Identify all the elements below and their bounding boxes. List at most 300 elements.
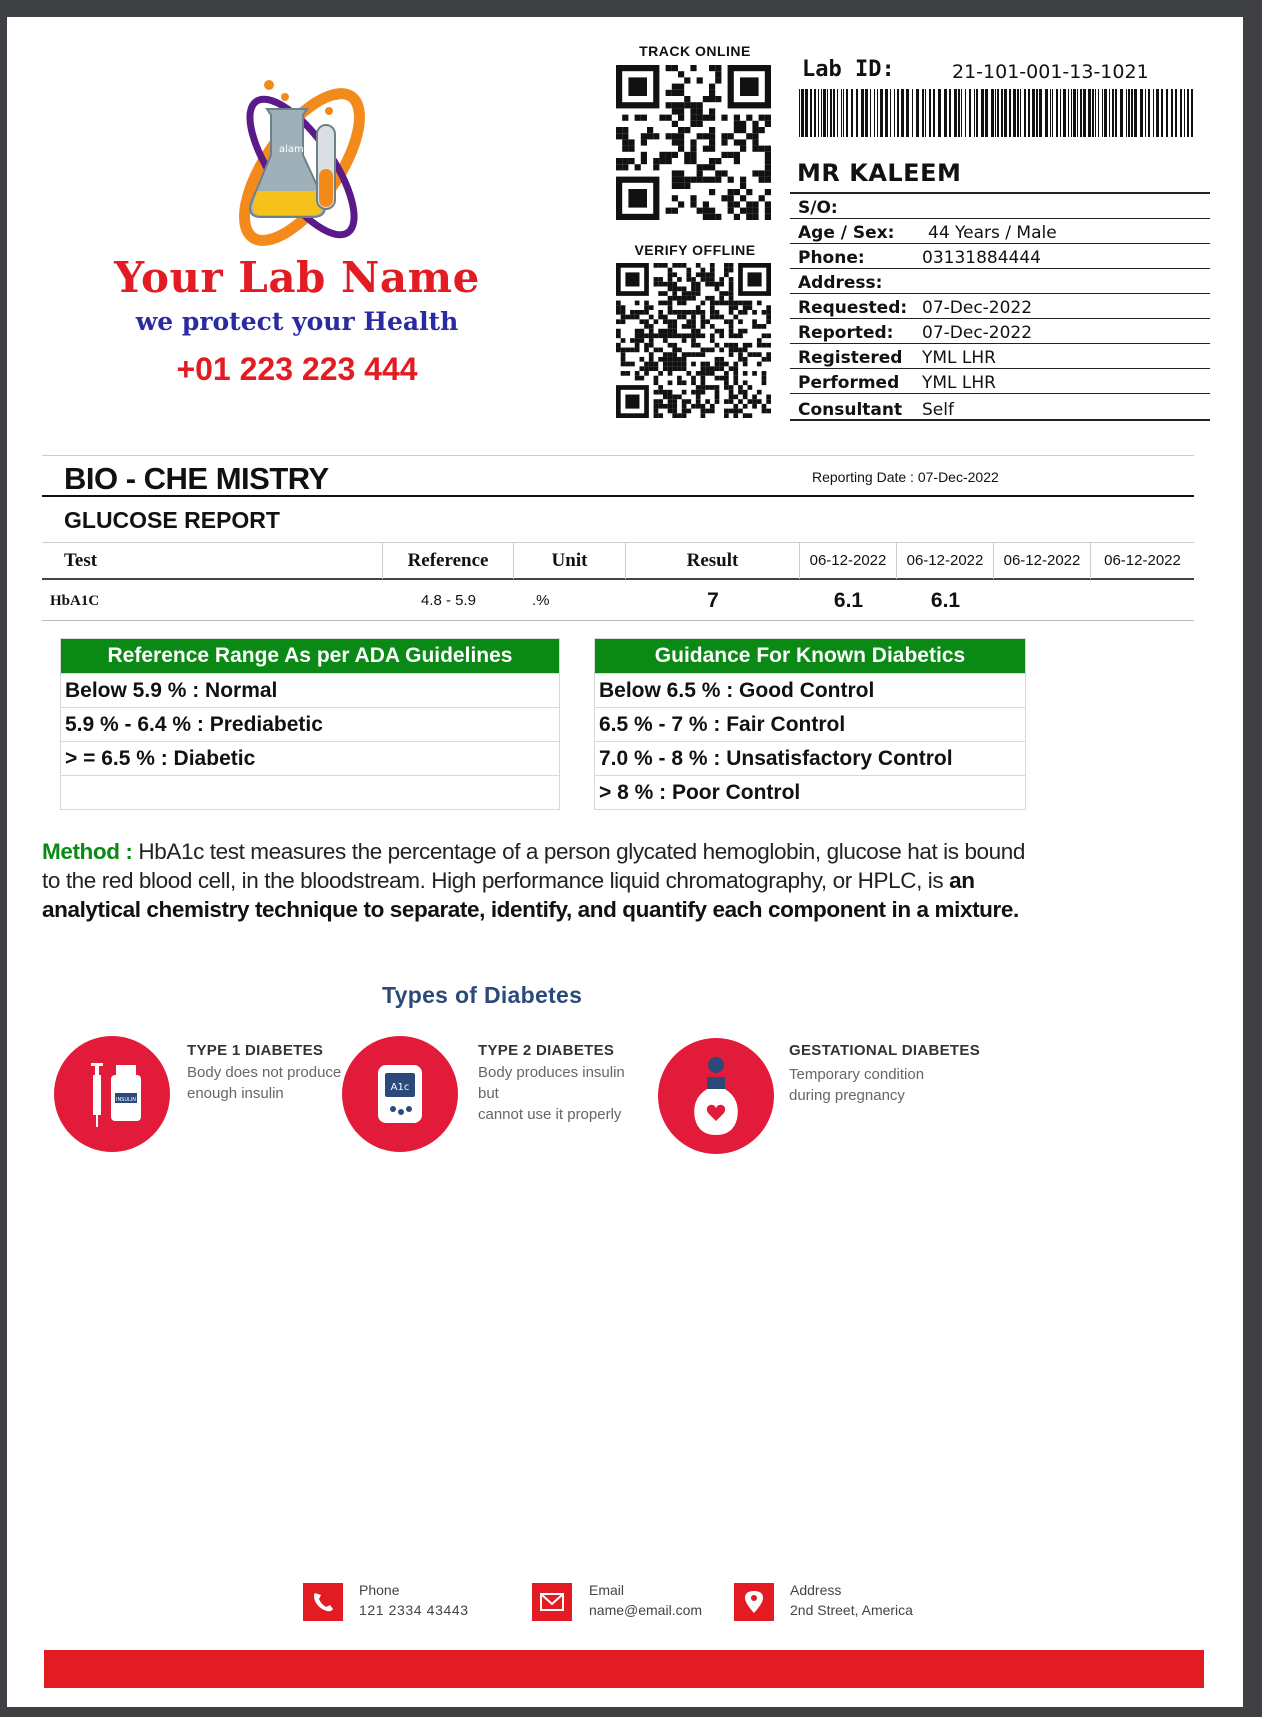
qr-module bbox=[672, 296, 677, 301]
qr-module bbox=[672, 324, 677, 329]
qr-module bbox=[697, 208, 703, 214]
qr-module bbox=[710, 371, 715, 376]
known-diabetics-table bbox=[594, 638, 1026, 810]
qr-module bbox=[740, 208, 746, 214]
qr-module bbox=[697, 170, 703, 176]
qr-module bbox=[715, 399, 720, 404]
barcode-bar bbox=[981, 89, 984, 137]
qr-module bbox=[701, 376, 706, 381]
qr-module bbox=[691, 310, 696, 315]
qr-module bbox=[709, 108, 715, 114]
qr-module bbox=[682, 352, 687, 357]
results-table-header bbox=[42, 542, 1194, 580]
qr-module bbox=[668, 404, 673, 409]
qr-module bbox=[658, 399, 663, 404]
qr-module bbox=[677, 333, 682, 338]
qr-module bbox=[738, 399, 743, 404]
qr-module bbox=[628, 77, 647, 96]
barcode-bar bbox=[856, 89, 858, 137]
barcode-bar bbox=[933, 89, 935, 137]
qr-module bbox=[705, 272, 710, 277]
barcode-bar bbox=[821, 89, 822, 137]
qr-module bbox=[630, 338, 635, 343]
qr-module bbox=[649, 305, 654, 310]
qr-module bbox=[738, 352, 743, 357]
qr-module bbox=[616, 343, 621, 348]
qr-module bbox=[678, 183, 684, 189]
qr-module bbox=[748, 301, 753, 306]
qr-module bbox=[672, 152, 678, 158]
qr-module bbox=[625, 371, 630, 376]
qr-module bbox=[734, 201, 740, 207]
glucometer-icon bbox=[341, 1035, 459, 1153]
qr-module bbox=[621, 310, 626, 315]
qr-module bbox=[678, 127, 684, 133]
qr-module bbox=[762, 376, 767, 381]
qr-module bbox=[635, 315, 640, 320]
qr-module bbox=[738, 409, 743, 414]
verify-offline-qr-code[interactable] bbox=[616, 263, 771, 418]
col-history-date: 06-12-2022 bbox=[800, 543, 897, 579]
info-row-reported bbox=[790, 320, 1210, 344]
info-row-registered bbox=[790, 345, 1210, 369]
qr-module bbox=[705, 296, 710, 301]
barcode-bar bbox=[1166, 89, 1168, 137]
qr-module bbox=[709, 127, 715, 133]
qr-module bbox=[672, 139, 678, 145]
barcode-bar bbox=[1077, 89, 1078, 137]
qr-module bbox=[677, 366, 682, 371]
qr-module bbox=[621, 362, 626, 367]
barcode-bar bbox=[1153, 89, 1154, 137]
qr-module bbox=[701, 352, 706, 357]
barcode-bar bbox=[1073, 89, 1076, 137]
info-value: 44 Years / Male bbox=[928, 223, 1057, 243]
barcode-bar bbox=[880, 89, 883, 137]
info-value: YML LHR bbox=[922, 348, 996, 368]
qr-module bbox=[705, 399, 710, 404]
qr-module bbox=[703, 96, 709, 102]
barcode-bar bbox=[1056, 89, 1058, 137]
qr-module bbox=[710, 272, 715, 277]
qr-module bbox=[677, 310, 682, 315]
qr-module bbox=[710, 333, 715, 338]
qr-module bbox=[635, 115, 641, 121]
qr-module bbox=[719, 315, 724, 320]
qr-module bbox=[710, 315, 715, 320]
qr-module bbox=[703, 146, 709, 152]
qr-module bbox=[672, 272, 677, 277]
qr-module bbox=[653, 158, 659, 164]
barcode-bar bbox=[1128, 89, 1130, 137]
qr-module bbox=[752, 399, 757, 404]
barcode-bar bbox=[897, 89, 899, 137]
barcode-bar bbox=[1161, 89, 1163, 137]
department-title: BIO - CHE MISTRY bbox=[64, 461, 329, 496]
qr-module bbox=[649, 352, 654, 357]
qr-module bbox=[691, 404, 696, 409]
qr-module bbox=[644, 343, 649, 348]
qr-module bbox=[622, 133, 628, 139]
barcode-bar bbox=[1187, 89, 1189, 137]
qr-module bbox=[752, 324, 757, 329]
qr-module bbox=[682, 338, 687, 343]
qr-module bbox=[709, 208, 715, 214]
qr-module bbox=[691, 296, 696, 301]
info-label: Reported: bbox=[798, 323, 894, 343]
track-online-qr-code[interactable] bbox=[616, 65, 771, 220]
qr-module bbox=[697, 108, 703, 114]
qr-module bbox=[635, 333, 640, 338]
qr-module bbox=[729, 277, 734, 282]
qr-module bbox=[691, 338, 696, 343]
qr-module bbox=[710, 409, 715, 414]
qr-module bbox=[733, 315, 738, 320]
info-label: Consultant bbox=[798, 400, 903, 420]
qr-module bbox=[701, 319, 706, 324]
barcode-bar bbox=[827, 89, 828, 137]
qr-module bbox=[729, 333, 734, 338]
qr-module bbox=[729, 343, 734, 348]
qr-module bbox=[740, 77, 759, 96]
qr-module bbox=[635, 338, 640, 343]
qr-module bbox=[709, 214, 715, 220]
qr-module bbox=[715, 71, 721, 77]
qr-module bbox=[625, 272, 639, 286]
qr-module bbox=[729, 282, 734, 287]
type2-desc-line: cannot use it properly bbox=[478, 1106, 622, 1123]
qr-module bbox=[644, 333, 649, 338]
qr-module bbox=[734, 139, 740, 145]
qr-module bbox=[696, 291, 701, 296]
qr-module bbox=[701, 310, 706, 315]
qr-module bbox=[677, 376, 682, 381]
qr-module bbox=[678, 139, 684, 145]
qr-module bbox=[616, 305, 621, 310]
qr-module bbox=[672, 319, 677, 324]
report-title: GLUCOSE REPORT bbox=[64, 507, 280, 533]
barcode-bar bbox=[1068, 89, 1069, 137]
barcode-bar bbox=[1083, 89, 1086, 137]
known-diabetics-row: 7.0 % - 8 % : Unsatisfactory Control bbox=[595, 741, 1025, 775]
barcode-bar bbox=[833, 89, 835, 137]
qr-module bbox=[668, 390, 673, 395]
col-result: Result bbox=[626, 543, 800, 579]
qr-module bbox=[752, 319, 757, 324]
qr-module bbox=[729, 319, 734, 324]
qr-module bbox=[734, 115, 740, 121]
qr-module bbox=[743, 310, 748, 315]
qr-module bbox=[668, 357, 673, 362]
qr-module bbox=[616, 329, 621, 334]
barcode-bar bbox=[830, 89, 832, 137]
qr-module bbox=[621, 338, 626, 343]
gestational-desc-line: during pregnancy bbox=[789, 1087, 905, 1104]
qr-module bbox=[696, 333, 701, 338]
qr-module bbox=[719, 277, 724, 282]
lab-phone: +01 223 223 444 bbox=[176, 351, 418, 387]
qr-module bbox=[710, 268, 715, 273]
barcode-bar bbox=[1045, 89, 1048, 137]
qr-module bbox=[672, 102, 678, 108]
qr-module bbox=[740, 183, 746, 189]
barcode-bar bbox=[922, 89, 924, 137]
qr-module bbox=[752, 371, 757, 376]
qr-module bbox=[686, 272, 691, 277]
qr-module bbox=[649, 343, 654, 348]
barcode-bar bbox=[965, 89, 966, 137]
qr-module bbox=[740, 195, 746, 201]
qr-module bbox=[691, 352, 696, 357]
qr-module bbox=[762, 310, 767, 315]
qr-module bbox=[677, 277, 682, 282]
qr-module bbox=[738, 310, 743, 315]
qr-module bbox=[766, 409, 771, 414]
barcode-bar bbox=[846, 89, 848, 137]
qr-module bbox=[710, 404, 715, 409]
qr-module bbox=[719, 291, 724, 296]
qr-module bbox=[672, 195, 678, 201]
qr-module bbox=[682, 263, 687, 268]
ada-guideline-table bbox=[60, 638, 560, 810]
footer-email-value[interactable]: name@email.com bbox=[589, 1602, 703, 1618]
qr-module bbox=[691, 282, 696, 287]
qr-module bbox=[729, 390, 734, 395]
qr-module bbox=[729, 329, 734, 334]
qr-module bbox=[686, 319, 691, 324]
qr-module bbox=[701, 277, 706, 282]
qr-module bbox=[721, 115, 727, 121]
qr-module bbox=[684, 177, 690, 183]
qr-module bbox=[672, 395, 677, 400]
qr-module bbox=[696, 263, 701, 268]
barcode-bar bbox=[870, 89, 871, 137]
info-row-performed bbox=[790, 370, 1210, 394]
qr-module bbox=[678, 146, 684, 152]
qr-module bbox=[757, 352, 762, 357]
qr-module bbox=[690, 201, 696, 207]
qr-module bbox=[659, 115, 665, 121]
barcode-bar bbox=[1020, 89, 1021, 137]
qr-module bbox=[740, 177, 746, 183]
qr-module bbox=[766, 399, 771, 404]
qr-module bbox=[658, 263, 663, 268]
qr-module bbox=[724, 272, 729, 277]
qr-module bbox=[724, 263, 729, 268]
gestational-description bbox=[789, 1064, 959, 1106]
barcode-bar bbox=[985, 89, 988, 137]
qr-module bbox=[703, 214, 709, 220]
barcode-bar bbox=[1028, 89, 1030, 137]
barcode-bar bbox=[1140, 89, 1143, 137]
qr-module bbox=[649, 329, 654, 334]
qr-module bbox=[752, 208, 758, 214]
qr-module bbox=[678, 102, 684, 108]
qr-module bbox=[762, 371, 767, 376]
qr-module bbox=[672, 177, 678, 183]
footer-email bbox=[589, 1580, 702, 1620]
qr-module bbox=[759, 170, 765, 176]
qr-module bbox=[635, 376, 640, 381]
qr-module bbox=[715, 390, 720, 395]
barcode-bar bbox=[1148, 89, 1150, 137]
qr-module bbox=[641, 115, 647, 121]
barcode-bar bbox=[958, 89, 960, 137]
qr-module bbox=[684, 158, 690, 164]
qr-module bbox=[621, 371, 626, 376]
qr-module bbox=[724, 371, 729, 376]
qr-module bbox=[654, 319, 659, 324]
qr-module bbox=[729, 399, 734, 404]
qr-module bbox=[682, 366, 687, 371]
qr-module bbox=[709, 146, 715, 152]
qr-module bbox=[641, 133, 647, 139]
qr-module bbox=[724, 399, 729, 404]
qr-module bbox=[621, 348, 626, 353]
qr-module bbox=[668, 409, 673, 414]
phone-icon bbox=[303, 1583, 343, 1621]
footer-address-label: Address bbox=[790, 1582, 842, 1598]
qr-module bbox=[621, 305, 626, 310]
barcode-bar bbox=[1102, 89, 1103, 137]
qr-module bbox=[762, 324, 767, 329]
qr-module bbox=[766, 333, 771, 338]
qr-module bbox=[639, 357, 644, 362]
qr-module bbox=[621, 352, 626, 357]
qr-module bbox=[682, 324, 687, 329]
qr-module bbox=[644, 310, 649, 315]
qr-module bbox=[734, 214, 740, 220]
barcode-bar bbox=[997, 89, 999, 137]
qr-module bbox=[703, 115, 709, 121]
qr-module bbox=[621, 319, 626, 324]
qr-module bbox=[696, 282, 701, 287]
qr-module bbox=[765, 177, 771, 183]
qr-module bbox=[743, 362, 748, 367]
qr-module bbox=[733, 333, 738, 338]
qr-module bbox=[644, 348, 649, 353]
qr-module bbox=[678, 90, 684, 96]
qr-module bbox=[697, 77, 703, 83]
qr-module bbox=[677, 362, 682, 367]
barcode-bar bbox=[1063, 89, 1066, 137]
lab-id-label: Lab ID: bbox=[802, 57, 895, 82]
qr-module bbox=[672, 65, 678, 71]
qr-module bbox=[709, 139, 715, 145]
barcode-bar bbox=[805, 89, 808, 137]
barcode-bar bbox=[1180, 89, 1182, 137]
barcode-bar bbox=[976, 89, 978, 137]
qr-module bbox=[663, 301, 668, 306]
qr-module bbox=[658, 348, 663, 353]
qr-module bbox=[684, 96, 690, 102]
qr-module bbox=[743, 343, 748, 348]
qr-module bbox=[709, 84, 715, 90]
qr-module bbox=[729, 366, 734, 371]
qr-module bbox=[654, 333, 659, 338]
footer-email-label: Email bbox=[589, 1582, 625, 1598]
qr-module bbox=[757, 324, 762, 329]
qr-module bbox=[622, 115, 628, 121]
qr-module bbox=[719, 366, 724, 371]
barcode-bar bbox=[877, 89, 878, 137]
qr-module bbox=[752, 201, 758, 207]
qr-module bbox=[672, 282, 677, 287]
qr-module bbox=[765, 189, 771, 195]
qr-module bbox=[649, 315, 654, 320]
qr-module bbox=[682, 404, 687, 409]
qr-module bbox=[644, 324, 649, 329]
qr-module bbox=[672, 84, 678, 90]
qr-module bbox=[724, 301, 729, 306]
qr-module bbox=[663, 352, 668, 357]
barcode-bar bbox=[1004, 89, 1007, 137]
qr-module bbox=[696, 305, 701, 310]
qr-module bbox=[703, 177, 709, 183]
qr-module bbox=[686, 352, 691, 357]
qr-module bbox=[715, 301, 720, 306]
qr-module bbox=[757, 399, 762, 404]
qr-module bbox=[625, 395, 639, 409]
qr-module bbox=[715, 158, 721, 164]
qr-module bbox=[719, 362, 724, 367]
qr-module bbox=[635, 348, 640, 353]
qr-module bbox=[766, 395, 771, 400]
qr-module bbox=[696, 390, 701, 395]
qr-module bbox=[724, 385, 729, 390]
barcode-bar bbox=[1095, 89, 1096, 137]
qr-module bbox=[663, 395, 668, 400]
ada-guideline-row: 5.9 % - 6.4 % : Prediabetic bbox=[61, 707, 559, 741]
qr-module bbox=[734, 189, 740, 195]
qr-module bbox=[733, 343, 738, 348]
qr-module bbox=[672, 352, 677, 357]
qr-module bbox=[701, 348, 706, 353]
qr-module bbox=[697, 177, 703, 183]
qr-module bbox=[672, 399, 677, 404]
qr-module bbox=[709, 115, 715, 121]
logo-watermark: alamy bbox=[279, 144, 310, 155]
barcode-bar bbox=[1050, 89, 1051, 137]
qr-module bbox=[762, 343, 767, 348]
section-divider bbox=[42, 495, 1194, 497]
barcode-bar bbox=[1024, 89, 1026, 137]
type1-description bbox=[187, 1062, 357, 1104]
qr-module bbox=[724, 380, 729, 385]
qr-module bbox=[658, 333, 663, 338]
qr-module bbox=[701, 362, 706, 367]
qr-module bbox=[616, 333, 621, 338]
qr-module bbox=[628, 146, 634, 152]
qr-module bbox=[658, 371, 663, 376]
col-history-date: 06-12-2022 bbox=[1104, 552, 1181, 569]
qr-module bbox=[701, 268, 706, 273]
qr-module bbox=[682, 291, 687, 296]
qr-module bbox=[641, 139, 647, 145]
qr-module bbox=[649, 333, 654, 338]
qr-module bbox=[729, 324, 734, 329]
qr-module bbox=[733, 409, 738, 414]
qr-module bbox=[762, 333, 767, 338]
qr-module bbox=[682, 362, 687, 367]
barcode-bar bbox=[1052, 89, 1053, 137]
qr-module bbox=[678, 133, 684, 139]
qr-module bbox=[635, 371, 640, 376]
qr-module bbox=[691, 291, 696, 296]
qr-module bbox=[672, 310, 677, 315]
qr-module bbox=[682, 380, 687, 385]
qr-module bbox=[672, 121, 678, 127]
